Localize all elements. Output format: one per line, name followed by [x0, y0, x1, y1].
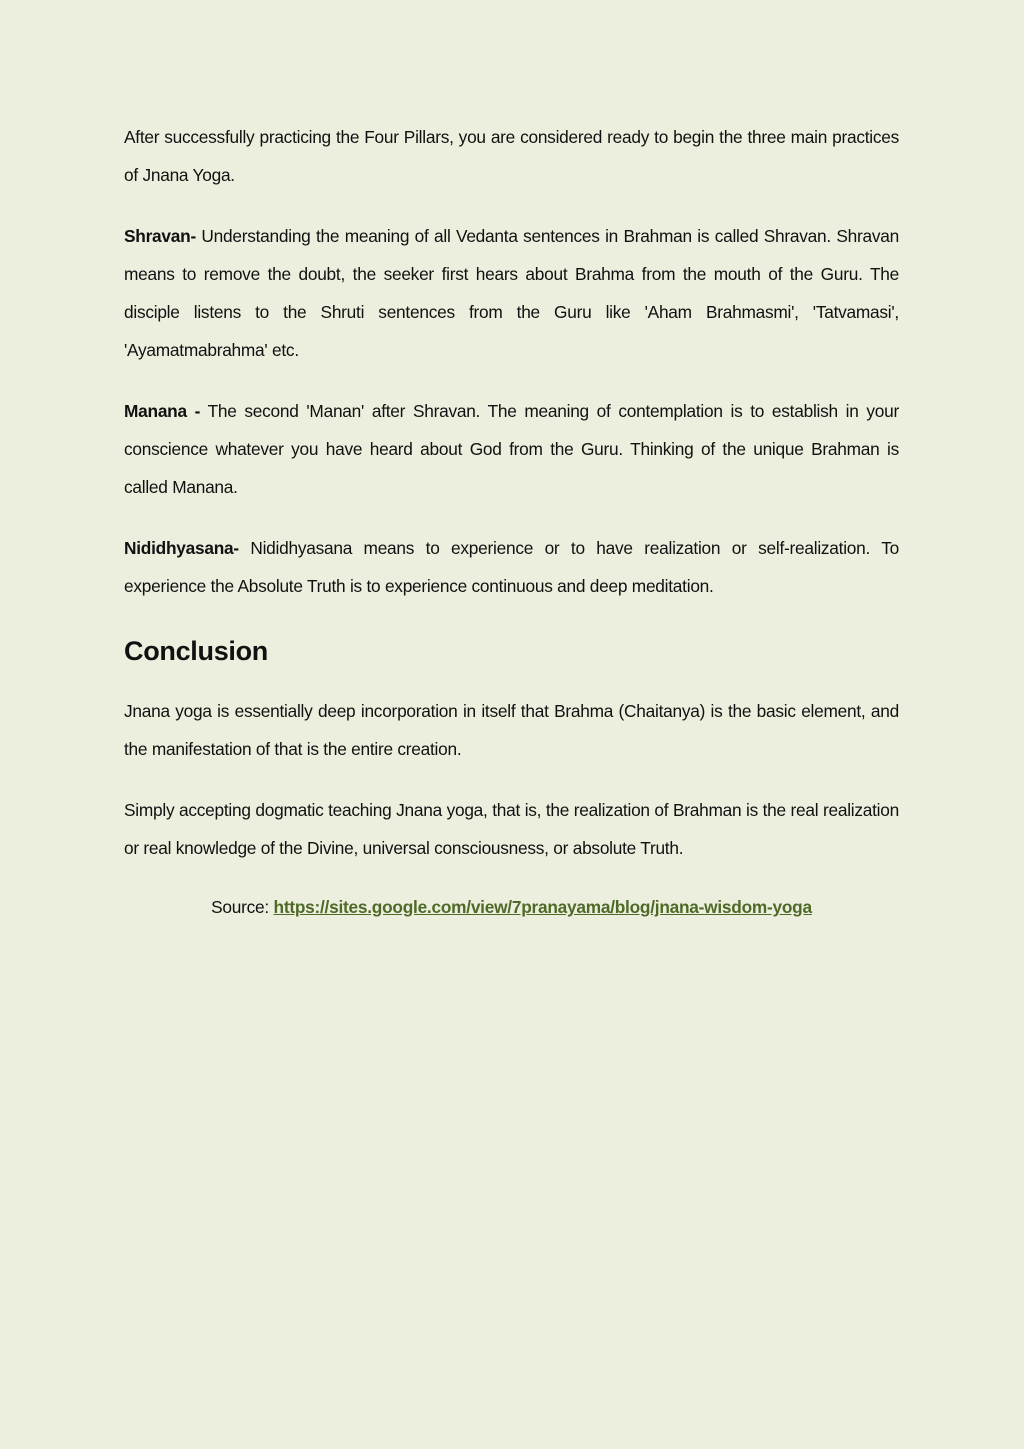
source-link[interactable]: https://sites.google.com/view/7pranayama/blog/jnana-wisdom-yoga: [273, 897, 812, 917]
source-label: Source:: [211, 897, 274, 917]
manana-paragraph: [124, 392, 899, 506]
nididhyasana-paragraph: [124, 529, 899, 605]
shravan-term: Shravan-: [124, 226, 196, 246]
conclusion-heading: Conclusion: [124, 636, 268, 666]
document-page: [124, 118, 899, 926]
intro-paragraph: After successfully practicing the Four Pillars, you are considered ready to begin the three main practices of Jnana Yoga.: [124, 127, 899, 185]
manana-term: Manana -: [124, 401, 201, 421]
nididhyasana-term: Nididhyasana-: [124, 538, 239, 558]
conclusion-paragraph-2: Simply accepting dogmatic teaching Jnana yoga, that is, the realization of Brahman is the real realization or real knowledge of the Divine, universal consciousness, or absolute Truth.: [124, 800, 899, 858]
source-line: [124, 888, 899, 926]
manana-text: The second 'Manan' after Shravan. The meaning of contemplation is to establish in your conscience whatever you have heard about God from the Guru. Thinking of the unique Brahman is called Manana.: [124, 401, 899, 497]
conclusion-paragraph-1: Jnana yoga is essentially deep incorporation in itself that Brahma (Chaitanya) is the basic element, and the manifestation of that is the entire creation.: [124, 701, 899, 759]
shravan-paragraph: [124, 217, 899, 369]
nididhyasana-text: Nididhyasana means to experience or to have realization or self-realization. To experience the Absolute Truth is to experience continuous and deep meditation.: [124, 538, 899, 596]
shravan-text: Understanding the meaning of all Vedanta sentences in Brahman is called Shravan. Shravan means to remove the doubt, the seeker first hears about Brahma from the mouth of the Guru. The disciple listens to the Shruti sentences from the Guru like 'Aham Brahmasmi', 'Tatvamasi', 'Ayamatmabrahma' etc.: [124, 226, 899, 360]
